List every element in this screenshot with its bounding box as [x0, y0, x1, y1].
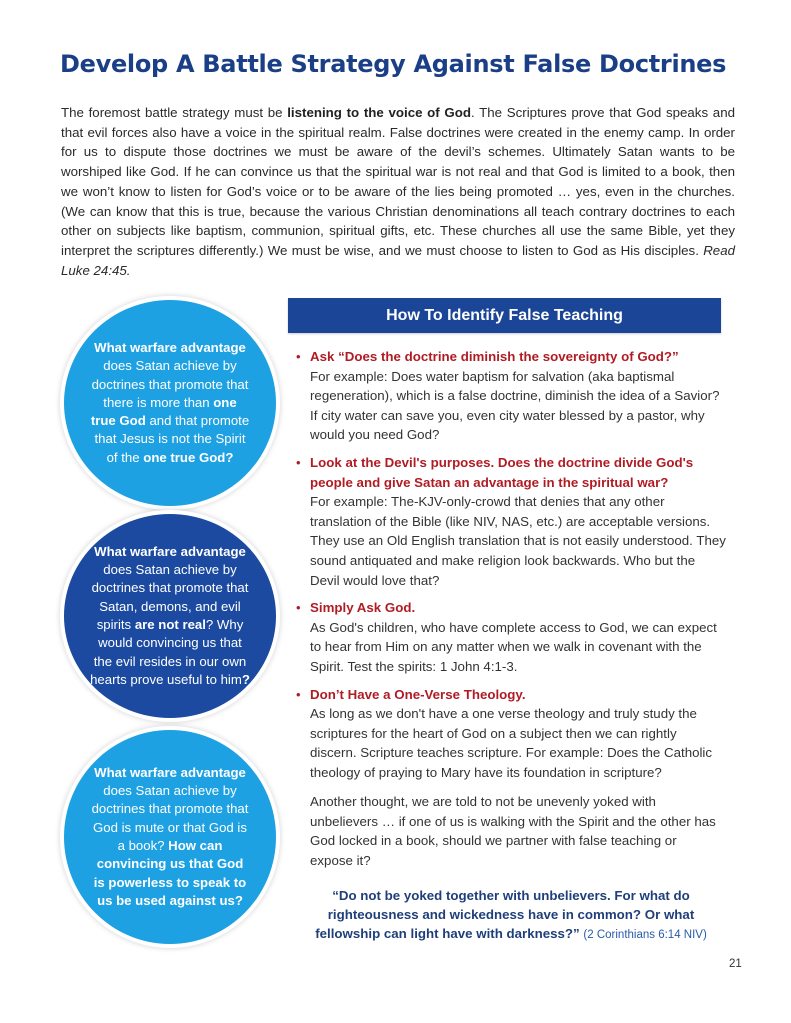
- identify-list: [296, 347, 726, 790]
- question-circle-3: [64, 730, 276, 944]
- circle-text: does Satan achieve by doctrines that promote that Satan, demons, and evil spirits: [91, 562, 249, 632]
- intro-paragraph: [61, 103, 735, 280]
- bullet-icon: •: [296, 454, 301, 470]
- circle-bold-text: What warfare advantage: [94, 543, 246, 559]
- panel-header: How To Identify False Teaching: [288, 298, 721, 333]
- question-circle-1: [64, 300, 276, 506]
- quote-reference: (2 Corinthians 6:14 NIV): [583, 929, 707, 941]
- another-thought-paragraph: Another thought, we are told to not be unevenly yoked with unbelievers … if one of us is walking with the Spirit and the other has God locked in a book, should we partner with false teaching or expose it?: [310, 794, 716, 868]
- circle-bold-text: are not real: [134, 617, 206, 632]
- circle-text: does Satan achieve by doctrines that promote that God is mute or that God is a book?: [91, 783, 249, 853]
- bullet-heading: Ask “Does the doctrine diminish the sovereignty of God?”: [310, 349, 679, 364]
- circle-bold-text: What warfare advantage: [94, 764, 246, 780]
- intro-scripture-ref: Read Luke 24:45.: [61, 242, 735, 278]
- question-circle-2: [64, 514, 276, 718]
- bullet-icon: •: [296, 600, 301, 616]
- page-number: 21: [729, 958, 742, 970]
- bullet-body: For example: Does water baptism for salvation (aka baptismal regeneration), which is a false doctrine, diminish the idea of a Savior? If city water can save you, even city water blessed by a pastor, why would you need God?: [310, 368, 720, 443]
- circle-text: ? Why would convincing us that the evil resides in our own hearts prove useful to him: [90, 617, 247, 687]
- bullet-body: For example: The-KJV-only-crowd that denies that any other translation of the Bible (like NIV, NAS, etc.) are acceptable versions. They use an Old English translation that is not easily understood. They sound antiquated and make religion look backwards. Who but the Devil would love that?: [310, 494, 726, 588]
- bullet-body: As long as we don't have a one verse theology and truly study the scriptures for the heart of God on a subject then we can rightly discern. Scripture teaches scripture. For example: Does the Catholic theology of praying to Mary have its foundation in scripture?: [310, 706, 713, 780]
- question-circle-text: [90, 764, 250, 910]
- intro-text-2: . The Scriptures prove that God speaks and that evil forces also have a voice in the spiritual realm. False doctrines were created in the enemy camp. In order for us to dispute those doctrines we must be aware of the devil’s schemes. Ultimately Satan wants to be worshiped like God. If he can convince us that the spiritual war is not real and that God is limited to a book, then we won’t know to listen for God’s voice or to be aware of the lies being promoted … yes, even in the churches. (We can know that this is true, because the various Christian denominations all teach contrary doctrines to each other on subjects like baptism, communion, spiritual gifts, etc. These churches all use the same Bible, yet they interpret the scriptures differently.) We must be wise, and we must choose to listen to God as His disciples.: [61, 105, 735, 258]
- bullet-icon: •: [296, 686, 301, 702]
- bullet-heading: Don’t Have a One-Verse Theology.: [310, 686, 526, 702]
- bullet-heading: Look at the Devil's purposes. Does the doctrine divide God's people and give Satan an advantage in the spiritual war?: [310, 454, 694, 490]
- question-circle-text: [90, 543, 250, 689]
- intro-bold: listening to the voice of God: [287, 105, 472, 120]
- circle-bold-text: ?: [241, 671, 250, 687]
- question-circle-text: [90, 339, 250, 467]
- bullet-heading: Simply Ask God.: [310, 600, 416, 616]
- list-item: [296, 685, 726, 783]
- circle-text: does Satan achieve by doctrines that promote that there is more than: [91, 358, 249, 410]
- circle-text: and that promote that Jesus is not the Spirit of the: [94, 413, 250, 465]
- circle-bold-text: one true God: [90, 394, 237, 429]
- circle-bold-text: How can convincing us that God is powerless to speak to us be used against us?: [93, 838, 247, 908]
- circle-bold-text: What warfare advantage: [94, 339, 246, 355]
- list-item: [296, 347, 726, 445]
- list-item: [296, 598, 726, 676]
- page-title: Develop A Battle Strategy Against False Doctrines: [60, 50, 727, 78]
- bullet-body: As God's children, who have complete access to God, we can expect to hear from Him on any matter when we walk in covenant with the Spirit. Test the spirits: 1 John 4:1-3.: [310, 619, 717, 674]
- quote-text: “Do not be yoked together with unbelievers. For what do righteousness and wickedness have in common? Or what fellowship can light have with darkness?”: [315, 888, 695, 941]
- circle-bold-text: one true God?: [143, 449, 234, 465]
- intro-text-1: The foremost battle strategy must be: [61, 105, 288, 120]
- bullet-icon: •: [296, 349, 301, 364]
- scripture-quote: [296, 886, 726, 945]
- list-item: [296, 453, 726, 590]
